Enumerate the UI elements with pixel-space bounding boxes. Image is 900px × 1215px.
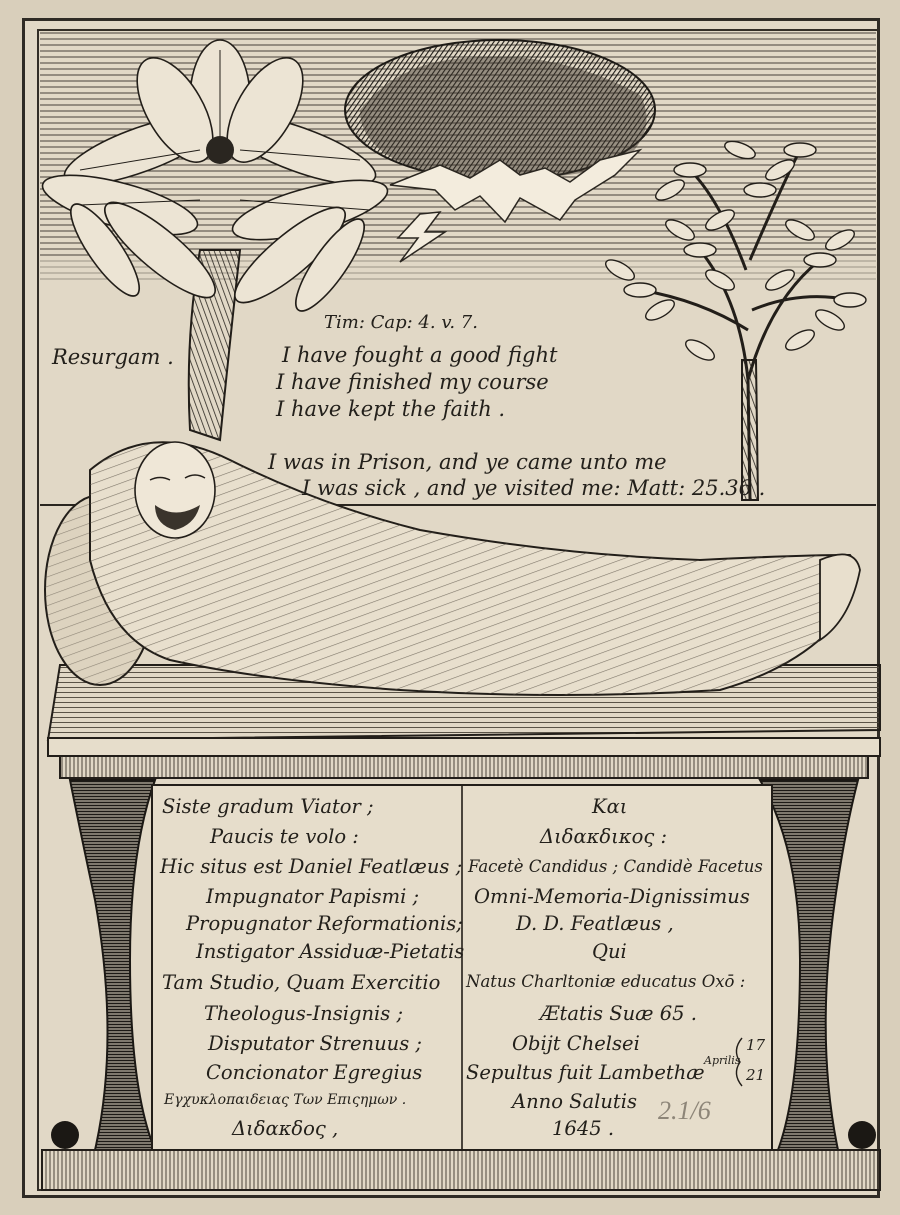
verse-line-1: I have fought a good fight	[282, 343, 558, 367]
epitaph-right-11: Anno Salutis	[512, 1090, 637, 1113]
prison-verse-line-2: I was sick , and ye visited me: Matt: 25.36 .	[302, 476, 766, 500]
epitaph-left-6: Instigator Assiduæ-Pietatis	[196, 940, 465, 963]
epitaph-left-10: Concionator Egregius	[206, 1061, 423, 1084]
epitaph-left-1: Siste gradum Viator ;	[162, 795, 374, 818]
epitaph-left-2: Paucis te volo :	[210, 825, 359, 848]
tomb-left-leg	[70, 780, 155, 1150]
epitaph-left-4: Impugnator Papismi ;	[206, 885, 420, 908]
epitaph-right-12: 1645 .	[552, 1117, 615, 1140]
epitaph-right-5: D. D. Featlæus ,	[516, 912, 674, 935]
epitaph-left-9: Disputator Strenuus ;	[208, 1032, 422, 1055]
resurgam-motto: Resurgam .	[52, 345, 174, 369]
pencil-collector-mark: 2.1/6	[658, 1096, 711, 1125]
epitaph-right-7: Natus Charltoniæ educatus Oxō :	[466, 972, 746, 991]
tomb-right-leg	[760, 780, 858, 1150]
epitaph-left-3: Hic situs est Daniel Featlæus ;	[160, 855, 463, 878]
epitaph-right-6: Qui	[592, 940, 627, 963]
epitaph-right-9: Obijt Chelsei	[512, 1032, 640, 1055]
verse-line-3: I have kept the faith .	[276, 397, 506, 421]
epitaph-right-3: Facetè Candidus ; Candidè Facetus	[468, 857, 763, 876]
epitaph-left-11: Εγχυκλοπαιδειας Των Επιςημων .	[164, 1092, 407, 1108]
date-day-burial: 21	[746, 1066, 766, 1084]
date-month: Aprilis	[704, 1054, 741, 1067]
epitaph-right-2: Διδακδικος :	[540, 825, 668, 848]
tomb-base	[42, 1150, 880, 1190]
epitaph-left-12: Διδακδος ,	[232, 1117, 339, 1140]
epitaph-left-8: Theologus-Insignis ;	[204, 1002, 404, 1025]
epitaph-left-7: Tam Studio, Quam Exercitio	[162, 971, 441, 994]
epitaph-right-1: Και	[592, 795, 628, 818]
epitaph-left-5: Propugnator Reformationis;	[186, 912, 463, 935]
epitaph-right-8: Ætatis Suæ 65 .	[540, 1002, 697, 1025]
epitaph-right-10: Sepultus fuit Lambethæ	[466, 1061, 705, 1084]
epitaph-right-4: Omni-Memoria-Dignissimus	[474, 885, 750, 908]
verse-line-2: I have finished my course	[276, 370, 549, 394]
scripture-reference: Tim: Cap: 4. v. 7.	[324, 312, 478, 333]
prison-verse-line-1: I was in Prison, and ye came unto me	[268, 450, 667, 474]
date-day-death: 17	[746, 1036, 766, 1054]
